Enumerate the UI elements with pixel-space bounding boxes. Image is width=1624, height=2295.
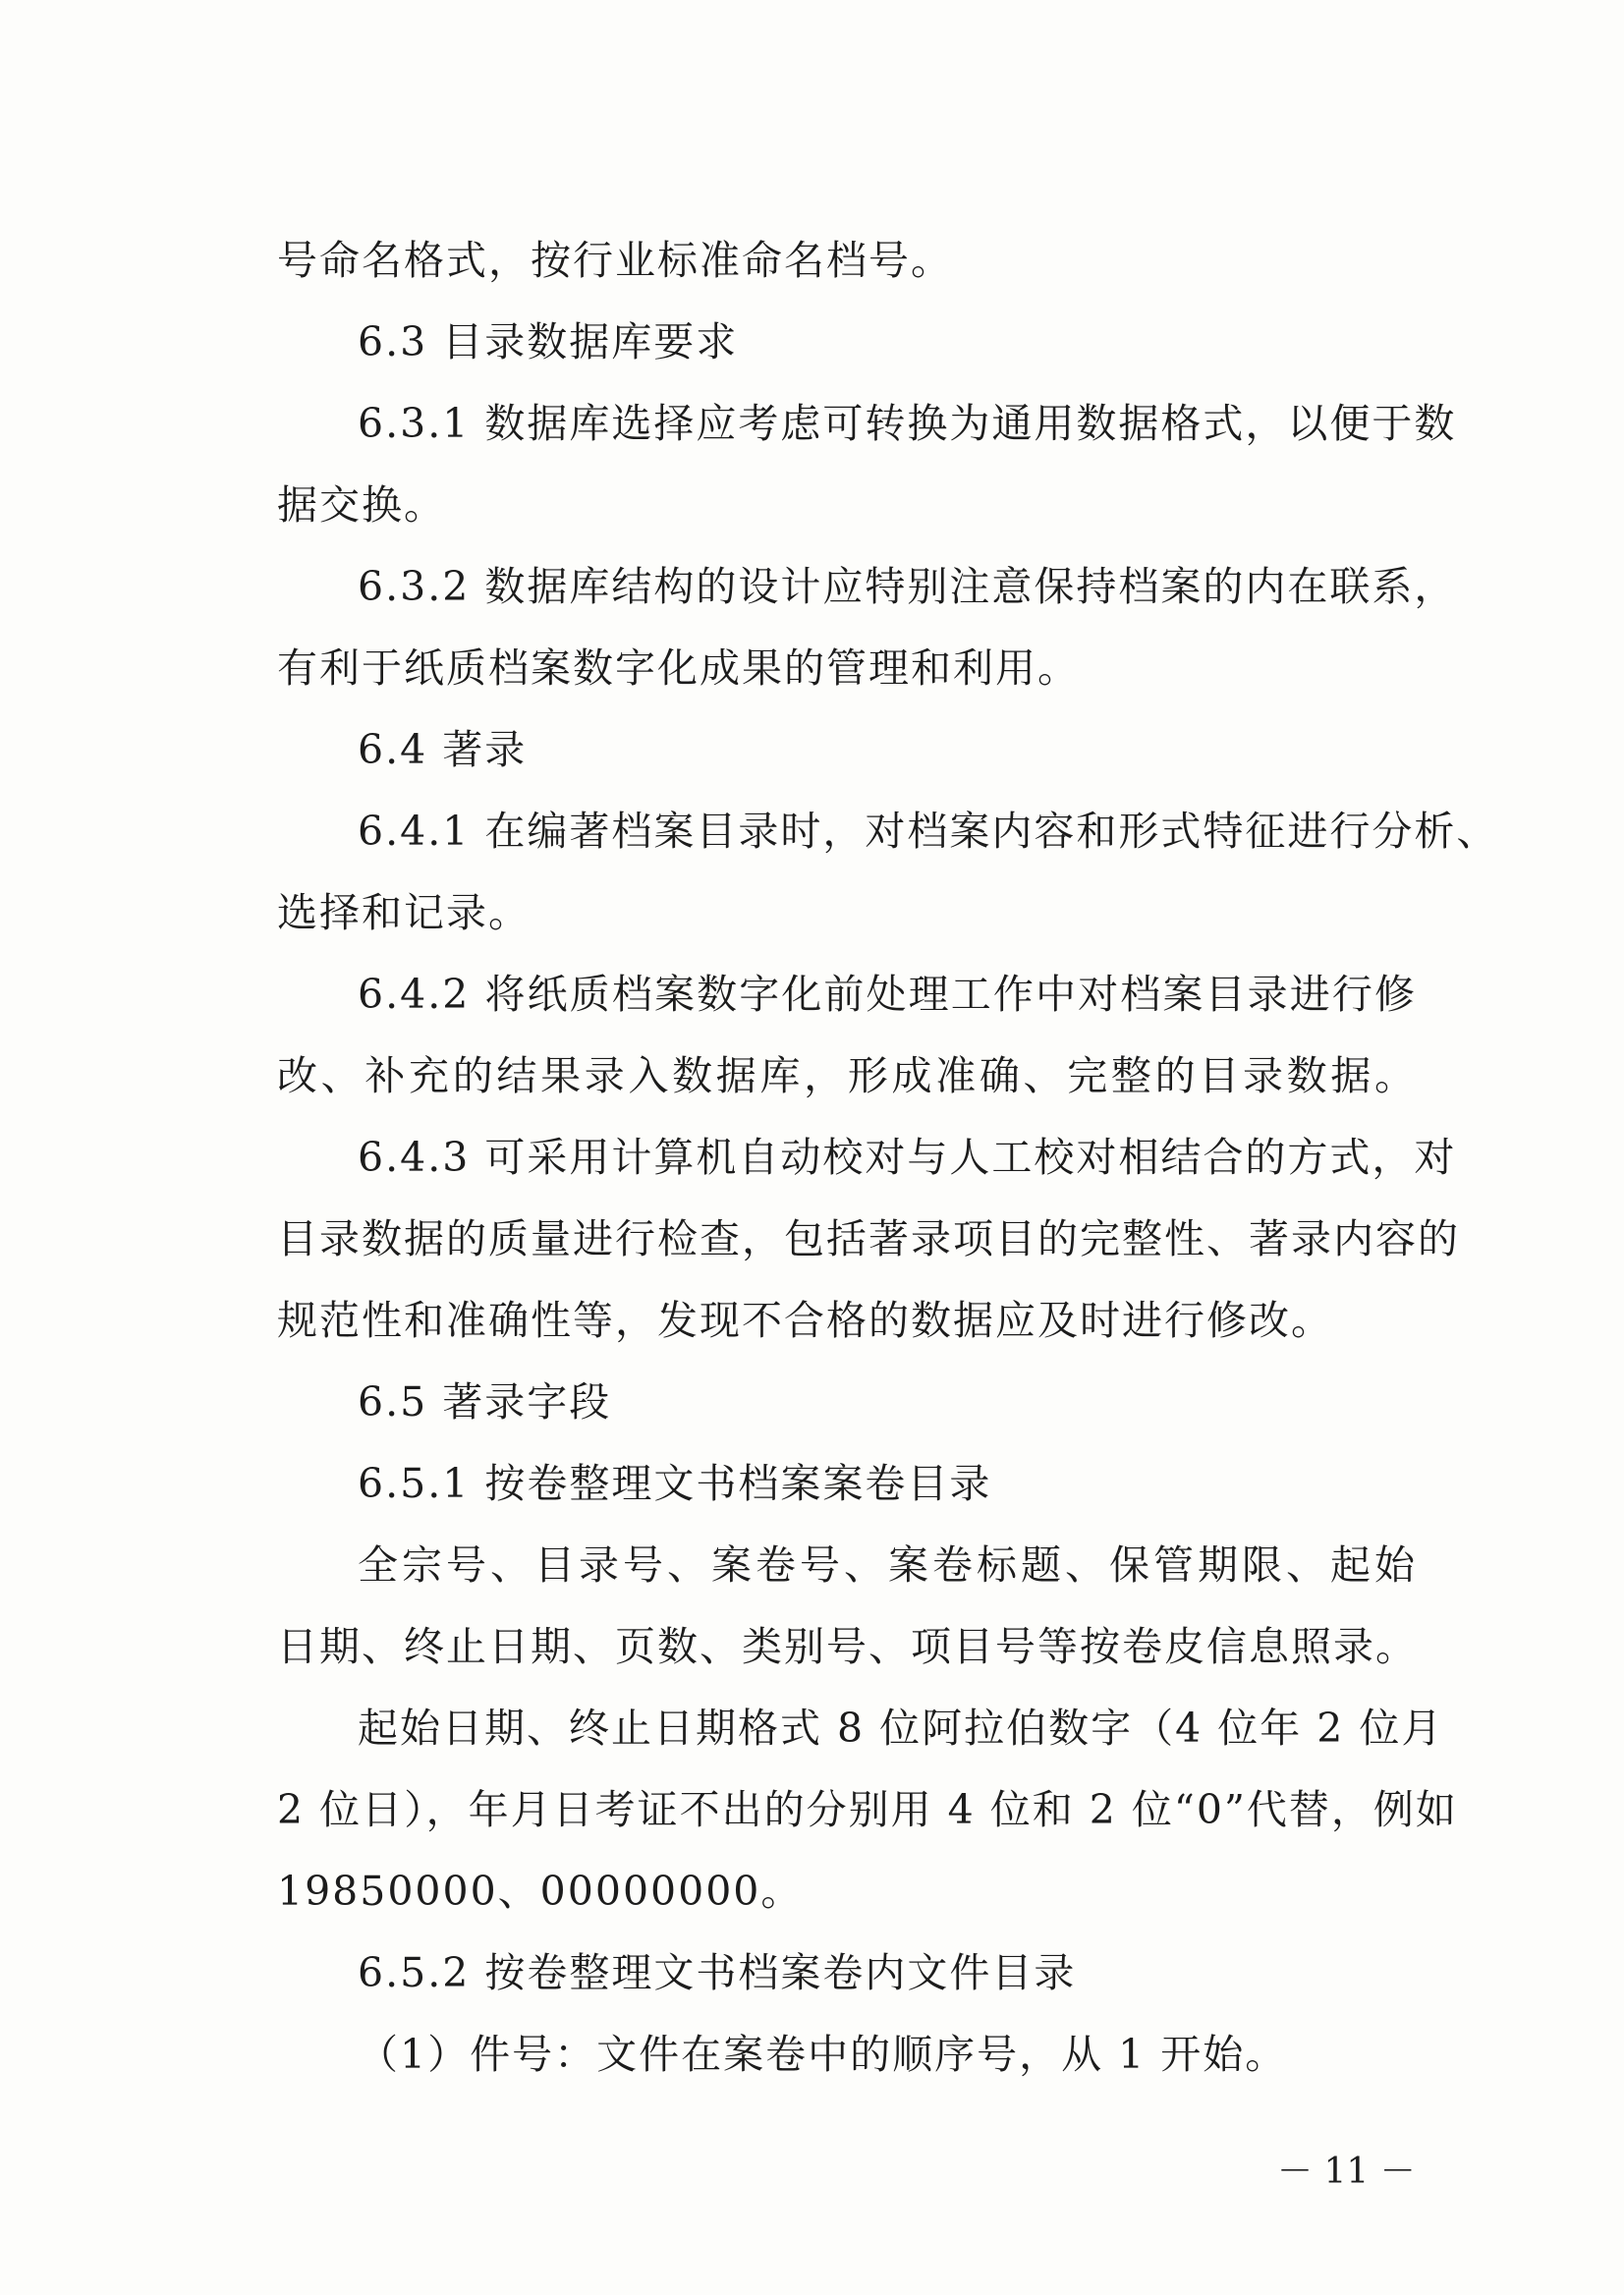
text-line-6-5-1-d: 2 位日），年月日考证不出的分别用 4 位和 2 位“0”代替，例如: [277, 1786, 1458, 1833]
document-body: [277, 220, 1499, 2096]
text-line-6-3-2: 6.3.2 数据库结构的设计应特别注意保持档案的内在联系，: [358, 563, 1457, 610]
section-heading-6-5-2: 6.5.2 按卷整理文书档案卷内文件目录: [358, 1949, 1077, 1996]
text-line-6-4-1-cont: 选择和记录。: [277, 889, 531, 936]
text-line-6-5-1-c: 起始日期、终止日期格式 8 位阿拉伯数字（4 位年 2 位月: [358, 1705, 1444, 1752]
text-line-6-5-1-a: 全宗号、目录号、案卷号、案卷标题、保管期限、起始: [358, 1541, 1417, 1589]
text-line-6-3-1-cont: 据交换。: [277, 481, 446, 529]
page-number: － 11 －: [1277, 2152, 1416, 2192]
text-line-6-5-1-b: 日期、终止日期、页数、类别号、项目号等按卷皮信息照录。: [277, 1623, 1418, 1670]
text-line-6-5-1-e: 19850000、00000000。: [277, 1868, 804, 1915]
text-line-6-3-2-cont: 有利于纸质档案数字化成果的管理和利用。: [277, 644, 1080, 692]
text-line-6-4-3-cont-2: 规范性和准确性等，发现不合格的数据应及时进行修改。: [277, 1297, 1333, 1344]
text-line-6-4-1: 6.4.1 在编著档案目录时，对档案内容和形式特征进行分析、: [358, 808, 1499, 855]
text-line-6-4-2-cont: 改、补充的结果录入数据库，形成准确、完整的目录数据。: [277, 1052, 1417, 1099]
text-line-6-4-3-cont-1: 目录数据的质量进行检查，包括著录项目的完整性、著录内容的: [277, 1215, 1460, 1262]
section-heading-6-4: 6.4 著录: [358, 726, 528, 773]
text-line-6-3-1: 6.3.1 数据库选择应考虑可转换为通用数据格式，以便于数: [358, 400, 1457, 447]
section-heading-6-5: 6.5 著录字段: [358, 1378, 612, 1426]
section-heading-6-5-1: 6.5.1 按卷整理文书档案案卷目录: [358, 1460, 992, 1507]
section-heading-6-3: 6.3 目录数据库要求: [358, 318, 739, 365]
text-line-6-4-2: 6.4.2 将纸质档案数字化前处理工作中对档案目录进行修: [358, 971, 1417, 1018]
text-line-6-5-2-item-1: （1）件号：文件在案卷中的顺序号，从 1 开始。: [358, 2031, 1288, 2078]
text-line-1: 号命名格式，按行业标准命名档号。: [277, 237, 953, 284]
text-line-6-4-3: 6.4.3 可采用计算机自动校对与人工校对相结合的方式，对: [358, 1134, 1457, 1181]
